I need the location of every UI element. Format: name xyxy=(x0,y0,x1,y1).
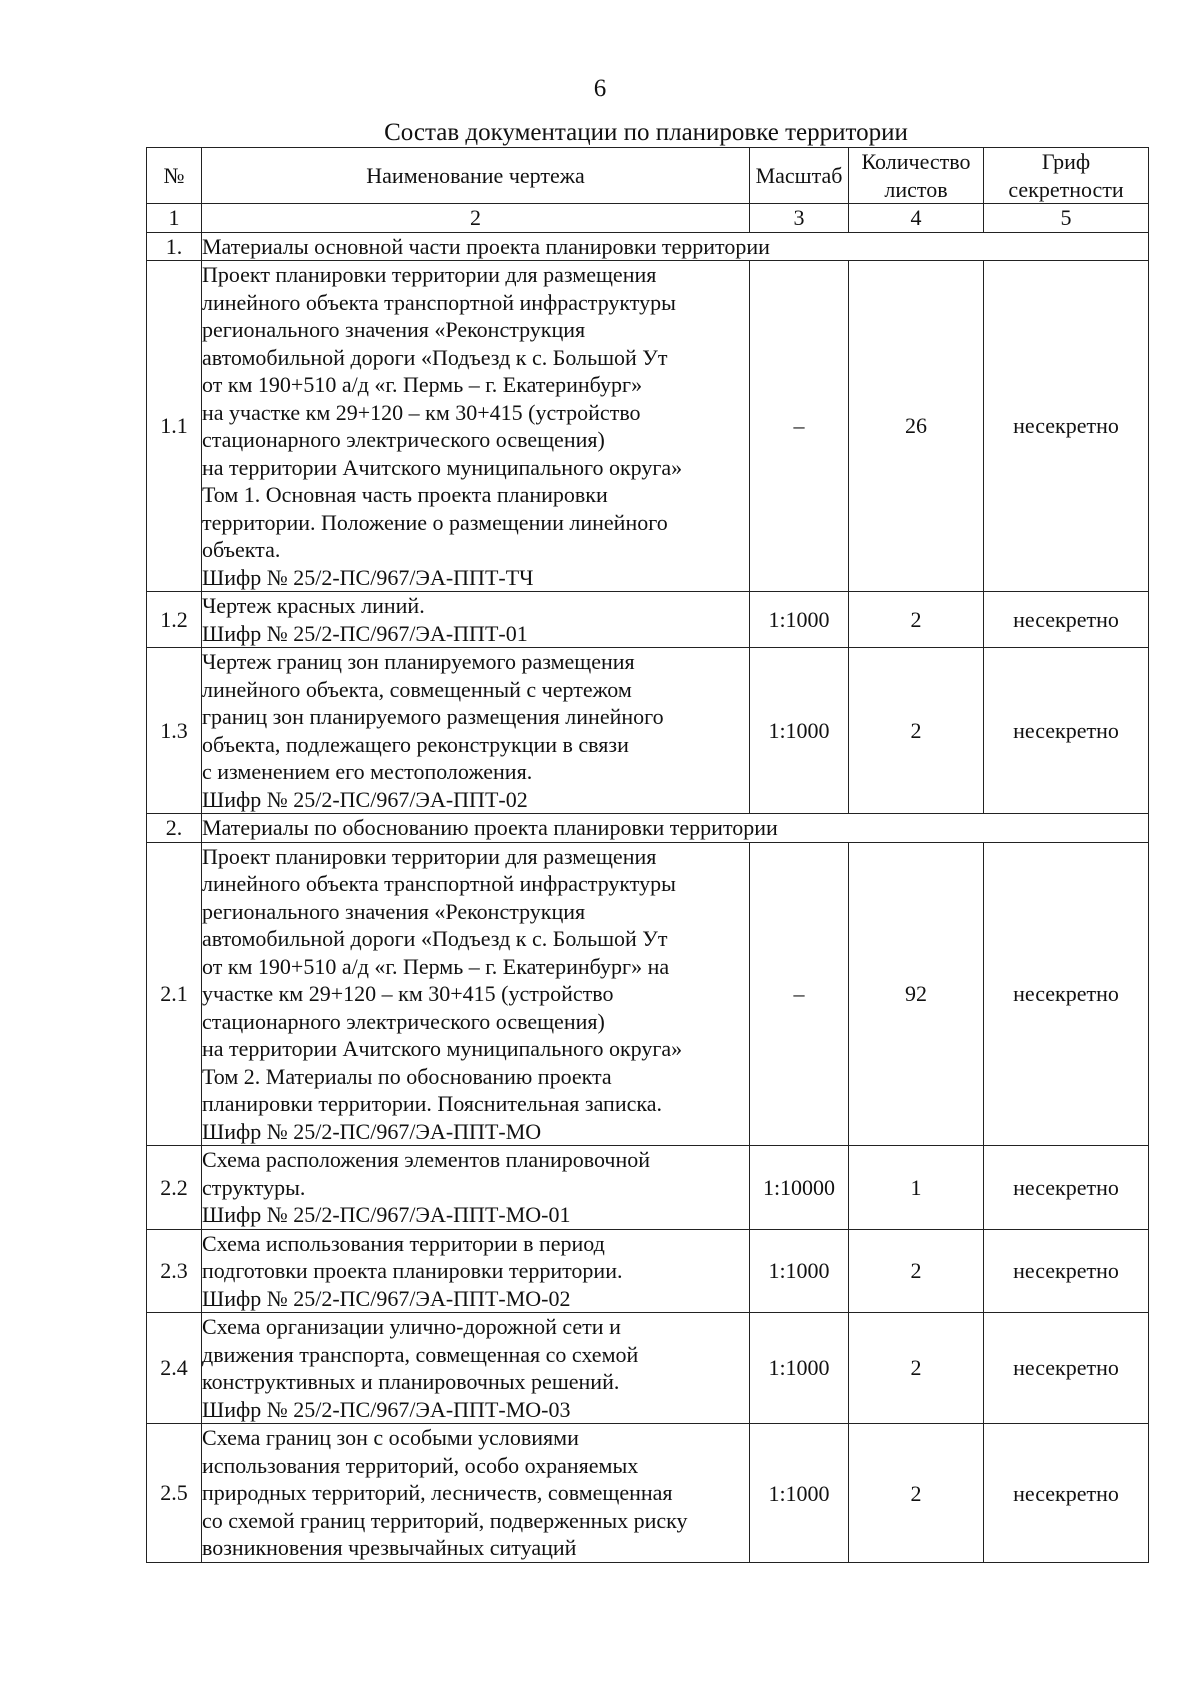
drawing-name-line: Проект планировки территории для размещения xyxy=(202,843,657,869)
page-number: 6 xyxy=(593,75,607,102)
sheets-count-cell: 2 xyxy=(849,1229,984,1313)
column-number: 1 xyxy=(147,204,202,233)
column-number: 2 xyxy=(202,204,750,233)
drawing-name-line: регионального значения «Реконструкция xyxy=(202,317,586,342)
column-number: 4 xyxy=(849,204,984,233)
section-number: 1. xyxy=(147,232,202,261)
secrecy-cell: несекретно xyxy=(984,1229,1149,1313)
drawing-name-line: Шифр № 25/2-ПС/967/ЭА-ППТ-МО-01 xyxy=(202,1202,571,1227)
drawing-name-line: от км 190+510 а/д «г. Пермь – г. Екатеринбург» на xyxy=(202,953,670,979)
secrecy-cell: несекретно xyxy=(984,842,1149,1146)
sheets-count-cell: 2 xyxy=(849,1313,984,1424)
drawing-name-line: объекта. xyxy=(202,537,281,562)
drawing-name-line: природных территорий, лесничеств, совмещенная xyxy=(202,1480,673,1505)
table-row xyxy=(147,261,1149,592)
drawing-name-line: линейного объекта, совмещенный с чертежом xyxy=(202,676,632,702)
drawing-name-line: Проект планировки территории для размещения xyxy=(202,262,657,287)
header-sheets-line: листов xyxy=(884,176,948,202)
drawing-name-line: Схема использования территории в период xyxy=(202,1230,605,1256)
drawing-name-line: участке км 29+120 – км 30+415 (устройство xyxy=(202,981,614,1006)
sheets-count-cell: 2 xyxy=(849,648,984,814)
drawing-name-line: на территории Ачитского муниципального округа» xyxy=(202,454,683,480)
table-row xyxy=(147,648,1149,814)
header-scale: Масштаб xyxy=(750,148,849,204)
drawing-name-line: автомобильной дороги «Подъезд к с. Большой Ут xyxy=(202,926,668,951)
secrecy-cell: несекретно xyxy=(984,1313,1149,1424)
row-number: 1.1 xyxy=(147,261,202,592)
header-secrecy-line: Гриф xyxy=(1041,149,1091,174)
header-sheets xyxy=(849,148,984,204)
row-number: 2.3 xyxy=(147,1229,202,1313)
scale-cell: 1:1000 xyxy=(750,1229,849,1313)
drawing-name-line: Схема организации улично-дорожной сети и xyxy=(202,1314,621,1339)
drawing-name-line: регионального значения «Реконструкция xyxy=(202,898,586,924)
drawing-name-line: Чертеж границ зон планируемого размещения xyxy=(202,649,635,674)
drawing-name xyxy=(202,842,750,1146)
scale-cell: – xyxy=(750,842,849,1146)
drawing-name-line: на участке км 29+120 – км 30+415 (устройство xyxy=(202,399,641,425)
secrecy-cell: несекретно xyxy=(984,261,1149,592)
table-row xyxy=(147,1229,1149,1313)
scale-cell: 1:1000 xyxy=(750,1424,849,1563)
drawing-name-line: территории. Положение о размещении линейного xyxy=(202,509,668,535)
drawing-name-line: границ зон планируемого размещения линейного xyxy=(202,704,664,729)
table-row xyxy=(147,1424,1149,1563)
drawing-name-line: линейного объекта транспортной инфраструктуры xyxy=(202,289,676,315)
drawing-name-line: с изменением его местоположения. xyxy=(202,759,533,784)
drawing-name-line: Том 1. Основная часть проекта планировки xyxy=(202,482,608,507)
sheets-count-cell: 2 xyxy=(849,1424,984,1563)
drawing-name-line: планировки территории. Пояснительная записка. xyxy=(202,1091,662,1116)
row-number: 2.1 xyxy=(147,842,202,1146)
secrecy-cell: несекретно xyxy=(984,1424,1149,1563)
row-number: 2.2 xyxy=(147,1146,202,1230)
section-row xyxy=(147,232,1149,261)
drawing-name-line: со схемой границ территорий, подверженных риску xyxy=(202,1507,688,1533)
drawing-name-line: Шифр № 25/2-ПС/967/ЭА-ППТ-МО-03 xyxy=(202,1396,571,1422)
column-number-row xyxy=(147,204,1149,233)
drawing-name-line: Шифр № 25/2-ПС/967/ЭА-ППТ-МО xyxy=(202,1118,542,1144)
table-row xyxy=(147,1313,1149,1424)
drawing-name-line: на территории Ачитского муниципального округа» xyxy=(202,1036,683,1061)
scale-cell: 1:1000 xyxy=(750,1313,849,1424)
secrecy-cell: несекретно xyxy=(984,592,1149,648)
drawing-name-line: движения транспорта, совмещенная со схемой xyxy=(202,1341,639,1367)
drawing-name xyxy=(202,592,750,648)
drawing-name-line: объекта, подлежащего реконструкции в связи xyxy=(202,731,629,757)
header-name: Наименование чертежа xyxy=(202,148,750,204)
drawing-name-line: Том 2. Материалы по обоснованию проекта xyxy=(202,1063,612,1089)
section-title: Материалы основной части проекта планировки территории xyxy=(202,232,1149,261)
drawing-name xyxy=(202,1229,750,1313)
drawing-name-line: Схема расположения элементов планировочной xyxy=(202,1147,651,1172)
table-row xyxy=(147,1146,1149,1230)
table-header-row xyxy=(147,148,1149,204)
section-number: 2. xyxy=(147,814,202,843)
scale-cell: 1:1000 xyxy=(750,592,849,648)
documentation-table xyxy=(146,147,1149,1563)
scale-cell: – xyxy=(750,261,849,592)
header-sheets-line: Количество xyxy=(861,149,971,174)
sheets-count-cell: 92 xyxy=(849,842,984,1146)
drawing-name-line: стационарного электрического освещения) xyxy=(202,1008,605,1034)
secrecy-cell: несекретно xyxy=(984,1146,1149,1230)
drawing-name-line: конструктивных и планировочных решений. xyxy=(202,1369,620,1394)
row-number: 1.2 xyxy=(147,592,202,648)
drawing-name xyxy=(202,648,750,814)
drawing-name xyxy=(202,1313,750,1424)
drawing-name-line: автомобильной дороги «Подъезд к с. Большой Ут xyxy=(202,344,668,370)
secrecy-cell: несекретно xyxy=(984,648,1149,814)
sheets-count-cell: 1 xyxy=(849,1146,984,1230)
drawing-name-line: структуры. xyxy=(202,1174,306,1200)
column-number: 5 xyxy=(984,204,1149,233)
table-row xyxy=(147,592,1149,648)
row-number: 1.3 xyxy=(147,648,202,814)
drawing-name-line: подготовки проекта планировки территории. xyxy=(202,1258,623,1283)
sheets-count-cell: 26 xyxy=(849,261,984,592)
header-secrecy xyxy=(984,148,1149,204)
table-row xyxy=(147,842,1149,1146)
drawing-name-line: возникновения чрезвычайных ситуаций xyxy=(202,1535,577,1560)
drawing-name xyxy=(202,1424,750,1563)
section-row xyxy=(147,814,1149,843)
row-number: 2.5 xyxy=(147,1424,202,1563)
row-number: 2.4 xyxy=(147,1313,202,1424)
header-num: № xyxy=(147,148,202,204)
scale-cell: 1:1000 xyxy=(750,648,849,814)
drawing-name-line: Шифр № 25/2-ПС/967/ЭА-ППТ-ТЧ xyxy=(202,564,534,590)
section-title: Материалы по обоснованию проекта планировки территории xyxy=(202,814,1149,843)
drawing-name-line: стационарного электрического освещения) xyxy=(202,427,605,452)
drawing-name-line: Шифр № 25/2-ПС/967/ЭА-ППТ-02 xyxy=(202,786,528,812)
drawing-name-line: Шифр № 25/2-ПС/967/ЭА-ППТ-МО-02 xyxy=(202,1285,571,1311)
drawing-name xyxy=(202,261,750,592)
column-number: 3 xyxy=(750,204,849,233)
drawing-name-line: Схема границ зон с особыми условиями xyxy=(202,1425,579,1450)
drawing-name-line: Чертеж красных линий. xyxy=(202,593,425,618)
header-secrecy-line: секретности xyxy=(1008,176,1124,202)
drawing-name xyxy=(202,1146,750,1230)
drawing-name-line: использования территорий, особо охраняемых xyxy=(202,1452,639,1478)
sheets-count-cell: 2 xyxy=(849,592,984,648)
drawing-name-line: от км 190+510 а/д «г. Пермь – г. Екатеринбург» xyxy=(202,372,643,397)
document-title: Состав документации по планировке территории xyxy=(384,119,908,146)
scale-cell: 1:10000 xyxy=(750,1146,849,1230)
drawing-name-line: линейного объекта транспортной инфраструктуры xyxy=(202,871,676,896)
drawing-name-line: Шифр № 25/2-ПС/967/ЭА-ППТ-01 xyxy=(202,620,528,646)
